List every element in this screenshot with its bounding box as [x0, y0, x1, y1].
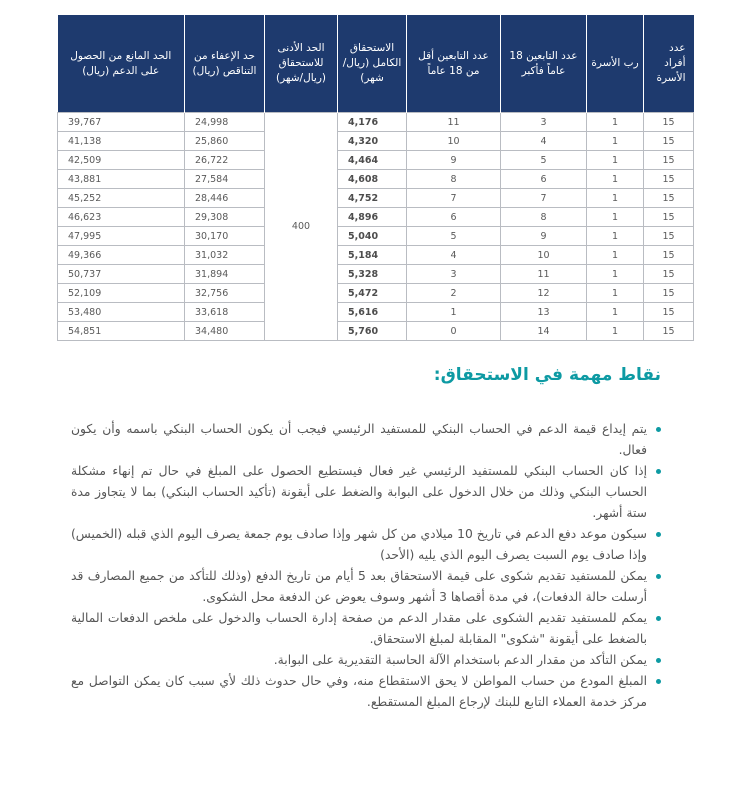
note-item: يمكن التأكد من مقدار الدعم باستخدام الآلة الحاسبة التقديرية على البوابة.	[71, 650, 661, 671]
cell-adults: 5	[501, 151, 587, 170]
cell-minors: 1	[407, 303, 501, 322]
cell-adults: 3	[501, 113, 587, 132]
entitlement-table	[57, 15, 694, 341]
cell-family-members: 15	[644, 322, 694, 341]
note-item: يمكن للمستفيد تقديم شكوى على قيمة الاستحقاق بعد 5 أيام من تاريخ الدفع (وذلك للتأكد من جميع المصارف قد أرسلت حالة الدفعات)، في مدة أقصاها 3 أشهر وسوف يعوض عن الدفعة محل الشكوى.	[71, 566, 661, 608]
cell-full-entitlement: 4,752	[338, 189, 407, 208]
cell-head: 1	[587, 227, 644, 246]
table-row	[58, 189, 694, 208]
cell-full-entitlement: 4,320	[338, 132, 407, 151]
table-row	[58, 284, 694, 303]
header-minimum: الحد الأدنى للاستحقاق (ريال/شهر)	[265, 15, 338, 113]
cell-barrier: 43,881	[58, 170, 185, 189]
header-adults: عدد التابعين 18 عاماً فأكبر	[501, 15, 587, 113]
cell-family-members: 15	[644, 170, 694, 189]
cell-barrier: 50,737	[58, 265, 185, 284]
notes-title: نقاط مهمة في الاستحقاق:	[433, 365, 661, 385]
table-row	[58, 151, 694, 170]
cell-minors: 2	[407, 284, 501, 303]
cell-minors: 7	[407, 189, 501, 208]
cell-family-members: 15	[644, 132, 694, 151]
cell-barrier: 45,252	[58, 189, 185, 208]
cell-barrier: 49,366	[58, 246, 185, 265]
note-item: يتم إيداع قيمة الدعم في الحساب البنكي للمستفيد الرئيسي فيجب أن يكون الحساب البنكي باسمه وأن يكون فعال.	[71, 419, 661, 461]
cell-adults: 7	[501, 189, 587, 208]
table-row	[58, 227, 694, 246]
cell-barrier: 47,995	[58, 227, 185, 246]
cell-barrier: 46,623	[58, 208, 185, 227]
cell-exemption: 29,308	[185, 208, 265, 227]
cell-head: 1	[587, 189, 644, 208]
cell-adults: 13	[501, 303, 587, 322]
cell-exemption: 25,860	[185, 132, 265, 151]
cell-adults: 14	[501, 322, 587, 341]
cell-barrier: 41,138	[58, 132, 185, 151]
cell-full-entitlement: 5,328	[338, 265, 407, 284]
table-row	[58, 322, 694, 341]
table-header-row	[58, 15, 694, 113]
note-item: إذا كان الحساب البنكي للمستفيد الرئيسي غير فعال فيستطيع الحصول على المبلغ في حال تم إنهاء مشكلة الحساب البنكي وذلك من خلال الدخول على البوابة والضغط على أيقونة (تأكيد الحساب البنكي) بما لا يتجاوز مدة ستة أشهر.	[71, 461, 661, 524]
cell-family-members: 15	[644, 189, 694, 208]
table-row	[58, 265, 694, 284]
cell-head: 1	[587, 151, 644, 170]
cell-minors: 4	[407, 246, 501, 265]
cell-head: 1	[587, 246, 644, 265]
cell-family-members: 15	[644, 113, 694, 132]
table-row	[58, 113, 694, 132]
cell-full-entitlement: 4,896	[338, 208, 407, 227]
cell-barrier: 39,767	[58, 113, 185, 132]
cell-barrier: 54,851	[58, 322, 185, 341]
cell-family-members: 15	[644, 284, 694, 303]
cell-head: 1	[587, 208, 644, 227]
header-head: رب الأسرة	[587, 15, 644, 113]
cell-adults: 6	[501, 170, 587, 189]
header-full-entitlement: الاستحقاق الكامل (ريال/شهر)	[338, 15, 407, 113]
header-barrier: الحد المانع من الحصول على الدعم (ريال)	[58, 15, 185, 113]
cell-head: 1	[587, 322, 644, 341]
cell-exemption: 27,584	[185, 170, 265, 189]
header-exemption: حد الإعفاء من التناقص (ريال)	[185, 15, 265, 113]
cell-minors: 11	[407, 113, 501, 132]
cell-exemption: 30,170	[185, 227, 265, 246]
note-item: سيكون موعد دفع الدعم في تاريخ 10 ميلادي من كل شهر وإذا صادف يوم جمعة يصرف اليوم الذي قبله (الخميس) وإذا صادف يوم السبت يصرف اليوم الذي يليه (الأحد)	[71, 524, 661, 566]
cell-head: 1	[587, 265, 644, 284]
cell-exemption: 31,032	[185, 246, 265, 265]
cell-full-entitlement: 5,040	[338, 227, 407, 246]
cell-full-entitlement: 5,184	[338, 246, 407, 265]
cell-family-members: 15	[644, 208, 694, 227]
cell-barrier: 52,109	[58, 284, 185, 303]
cell-head: 1	[587, 303, 644, 322]
table-row	[58, 303, 694, 322]
cell-barrier: 53,480	[58, 303, 185, 322]
table-row	[58, 132, 694, 151]
note-item: يمكم للمستفيد تقديم الشكوى على مقدار الدعم من صفحة إدارة الحساب والدخول على ملخص الدفعات المالية بالضغط على أيقونة "شكوى" المقابلة لمبلغ الاستحقاق.	[71, 608, 661, 650]
cell-exemption: 31,894	[185, 265, 265, 284]
cell-adults: 4	[501, 132, 587, 151]
cell-adults: 9	[501, 227, 587, 246]
cell-full-entitlement: 4,176	[338, 113, 407, 132]
cell-head: 1	[587, 132, 644, 151]
table-body	[58, 113, 694, 341]
cell-minors: 3	[407, 265, 501, 284]
table-row	[58, 170, 694, 189]
cell-head: 1	[587, 113, 644, 132]
cell-head: 1	[587, 284, 644, 303]
cell-minors: 0	[407, 322, 501, 341]
cell-exemption: 26,722	[185, 151, 265, 170]
cell-minors: 8	[407, 170, 501, 189]
cell-exemption: 33,618	[185, 303, 265, 322]
cell-head: 1	[587, 170, 644, 189]
header-family-members: عدد أفراد الأسرة	[644, 15, 694, 113]
cell-family-members: 15	[644, 246, 694, 265]
cell-adults: 10	[501, 246, 587, 265]
table-row	[58, 246, 694, 265]
cell-minors: 5	[407, 227, 501, 246]
cell-minors: 10	[407, 132, 501, 151]
cell-barrier: 42,509	[58, 151, 185, 170]
note-item: المبلغ المودع من حساب المواطن لا يحق الاستقطاع منه، وفي حال حدوث ذلك لأي سبب كان يمكن التواصل مع مركز خدمة العملاء التابع للبنك لإرجاع المبلغ المستقطع.	[71, 671, 661, 713]
cell-exemption: 32,756	[185, 284, 265, 303]
cell-family-members: 15	[644, 227, 694, 246]
table-row	[58, 208, 694, 227]
cell-adults: 11	[501, 265, 587, 284]
cell-adults: 8	[501, 208, 587, 227]
cell-minors: 9	[407, 151, 501, 170]
cell-full-entitlement: 5,472	[338, 284, 407, 303]
cell-minimum-entitlement: 400	[265, 113, 338, 341]
cell-full-entitlement: 4,608	[338, 170, 407, 189]
cell-minors: 6	[407, 208, 501, 227]
cell-family-members: 15	[644, 151, 694, 170]
cell-adults: 12	[501, 284, 587, 303]
cell-exemption: 34,480	[185, 322, 265, 341]
cell-family-members: 15	[644, 265, 694, 284]
cell-family-members: 15	[644, 303, 694, 322]
cell-full-entitlement: 5,616	[338, 303, 407, 322]
cell-exemption: 28,446	[185, 189, 265, 208]
cell-exemption: 24,998	[185, 113, 265, 132]
notes-list	[71, 419, 661, 713]
cell-full-entitlement: 4,464	[338, 151, 407, 170]
cell-full-entitlement: 5,760	[338, 322, 407, 341]
header-minors: عدد التابعين أقل من 18 عاماً	[407, 15, 501, 113]
